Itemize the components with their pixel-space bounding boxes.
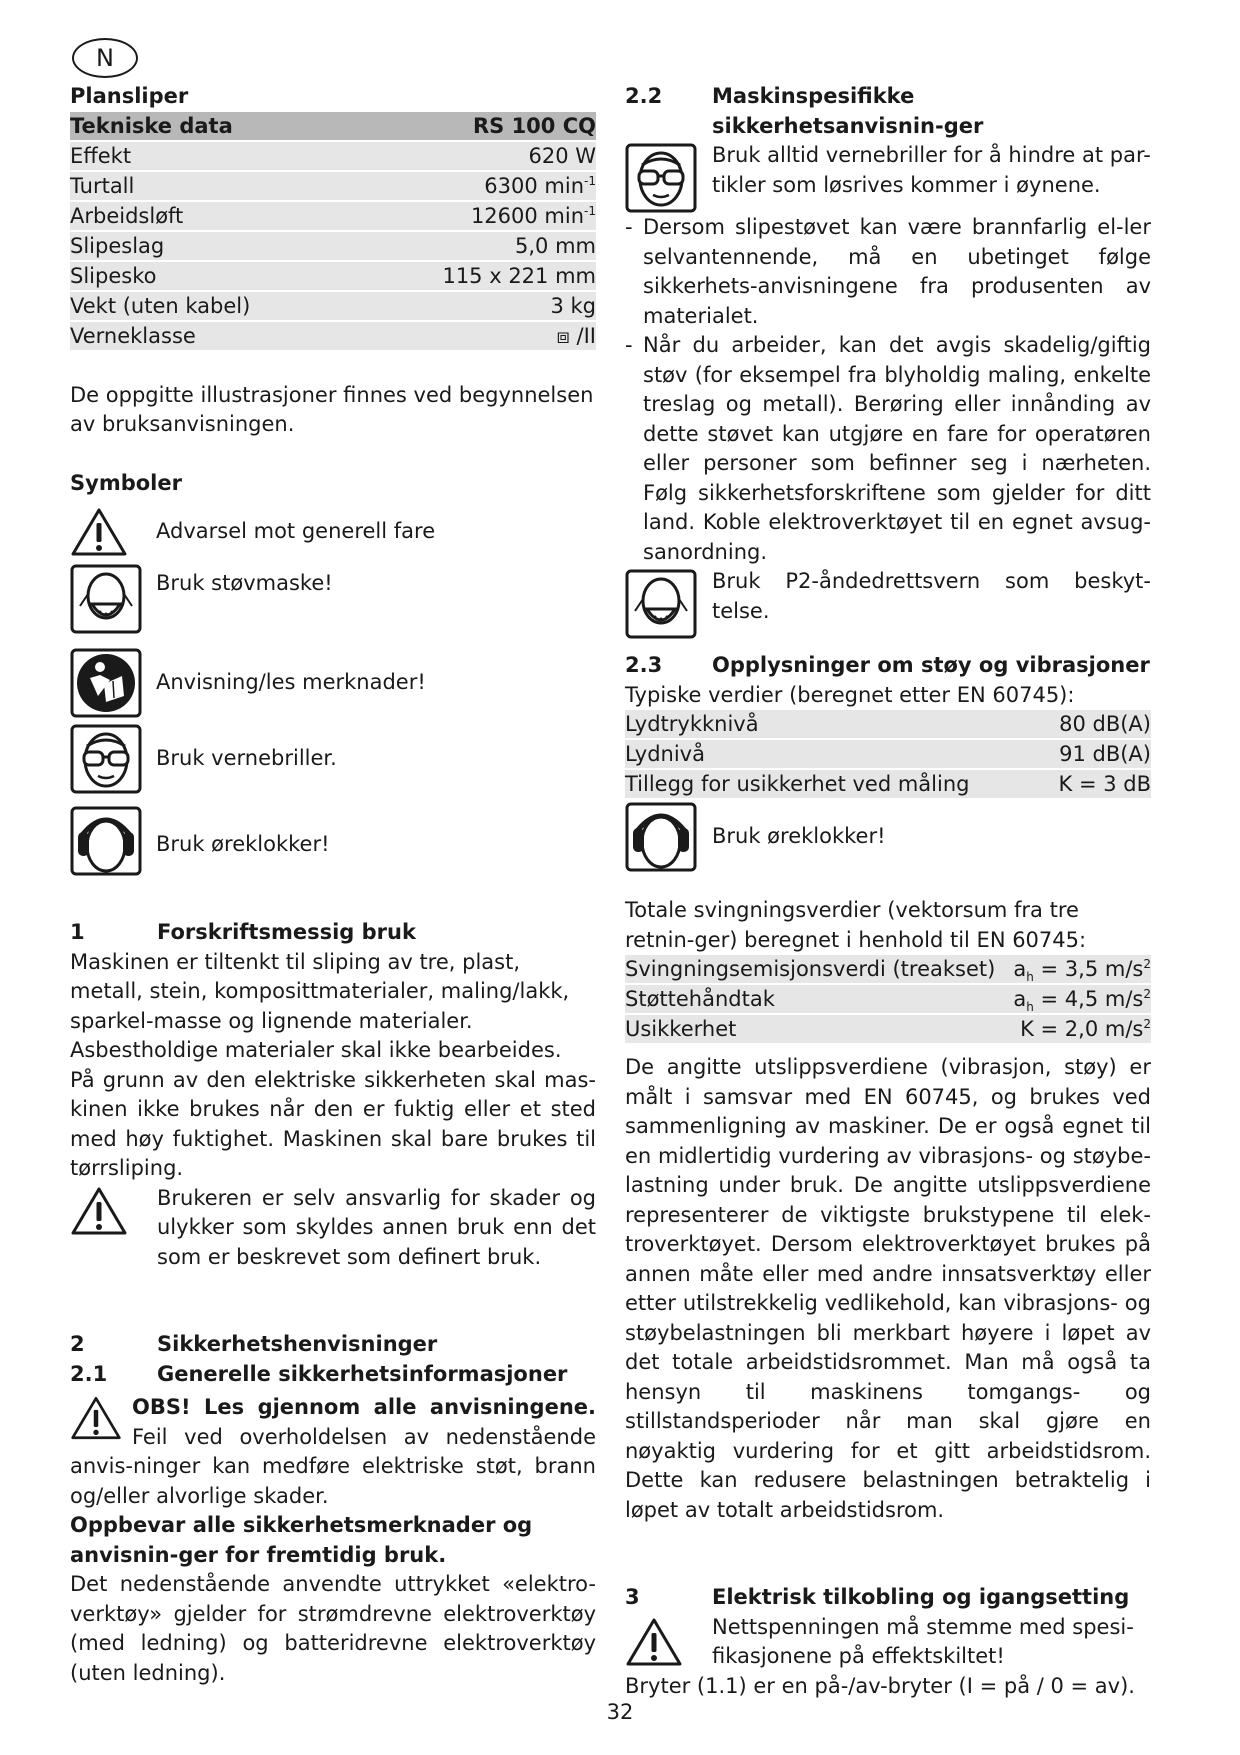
table-row: Slipesko 115 x 221 mm bbox=[70, 262, 596, 292]
table-row: Verneklasse ⧈ /II bbox=[70, 322, 596, 352]
ear-protection-icon bbox=[625, 802, 712, 872]
usage-paragraph-2: Asbestholdige materialer skal ikke bearbeides. bbox=[70, 1038, 562, 1062]
tech-data-header: Tekniske data RS 100 CQ bbox=[70, 112, 596, 142]
noise-table bbox=[625, 710, 1151, 800]
section-heading-2-3: 2.3 Opplysninger om støy og vibrasjoner bbox=[625, 653, 1150, 677]
safety-goggles-icon bbox=[625, 143, 712, 213]
ear-protection-icon bbox=[70, 806, 142, 876]
dust-mask-icon bbox=[625, 569, 712, 639]
right-column bbox=[625, 82, 1151, 1701]
vibration-table bbox=[625, 955, 1151, 1045]
warning-triangle-icon bbox=[70, 507, 128, 557]
product-title: Plansliper bbox=[70, 84, 189, 108]
table-row: Slipeslag 5,0 mm bbox=[70, 232, 596, 262]
symbol-row: Bruk øreklokker! bbox=[70, 806, 596, 876]
liability-warning: Brukeren er selv ansvarlig for skader og ulykker som skyldes annen bruk enn det som er beskrevet som definert bruk. bbox=[70, 1184, 596, 1273]
table-row: Svingningsemisjonsverdi (treakset) $a_h = 3,5$ $m/s^2$ bbox=[625, 957, 1151, 985]
table-row: Arbeidsløft 12600 $\min^{-1}$ bbox=[70, 202, 596, 232]
symbol-row: Advarsel mot generell fare bbox=[70, 506, 596, 558]
usage-paragraph-1: Maskinen er tiltenkt til sliping av tre, plast, metall, stein, komposittmaterialer, maling/lakk, sparkel-masse og lignende materialer. bbox=[70, 949, 570, 1033]
safety-goggles-icon bbox=[70, 724, 142, 794]
symbol-row: Bruk vernebriller. bbox=[70, 724, 596, 794]
symbol-row: Anvisning/les merknader! bbox=[70, 648, 596, 718]
language-badge: N bbox=[72, 38, 138, 78]
goggles-instruction: Bruk alltid vernebriller for å hindre at par-tikler som løsrives kommer i øynene. bbox=[625, 141, 1151, 213]
section-heading-1: 1 Forskriftsmessig bruk bbox=[70, 920, 416, 944]
table-row: Turtall 6300 $\min^{-1}$ bbox=[70, 172, 596, 202]
power-tool-term-note: Det nedenstående anvendte uttrykket «elektro-verktøy» gjelder for strømdrevne elektroverktøy (med ledning) og batteridrevne elektroverktøy (uten ledning). bbox=[70, 1572, 596, 1685]
voltage-warning: Nettspenningen må stemme med spesi-fikasjonene på effektskiltet! bbox=[625, 1613, 1151, 1672]
table-row: Tillegg for usikkerhet ved måling K = 3 dB bbox=[625, 770, 1151, 800]
warning-triangle-icon bbox=[70, 1395, 132, 1447]
dust-mask-icon bbox=[70, 564, 142, 634]
warning-triangle-icon bbox=[625, 1617, 712, 1667]
noise-intro: Typiske verdier (beregnet etter EN 60745): bbox=[625, 682, 1075, 707]
usage-paragraph-3: På grunn av den elektriske sikkerheten skal mas-kinen ikke brukes når den er fuktig eller et sted med høy fuktighet. Maskinen skal bare brukes til tørrsliping. bbox=[70, 1067, 596, 1180]
illustration-note: De oppgitte illustrasjoner finnes ved begynnelsen av bruksanvisningen. bbox=[70, 382, 594, 436]
list-item: - Når du arbeider, kan det avgis skadelig/giftig støv (for eksempel fra blyholdig maling, enkelte treslag og metall). Berøring eller innånding av dette støvet kan utgjøre en fare for operatøren eller personer som befinner seg i nærheten. Følg sikkerhetsforskriftene som gjelder for ditt land. Koble elektroverktøyet til en egnet avsug-sanordning. bbox=[625, 333, 1151, 564]
section-heading-3: 3 Elektrisk tilkobling og igangsetting bbox=[625, 1585, 1130, 1609]
page-number: 32 bbox=[606, 1700, 634, 1724]
vibration-intro: Totale svingningsverdier (vektorsum fra tre retnin-ger) beregnet i henhold til EN 60745: bbox=[625, 898, 1087, 952]
section-heading-2-1: 2.1 Generelle sikkerhetsinformasjoner bbox=[70, 1361, 568, 1386]
section-heading-2-2: 2.2 Maskinspesifikke sikkerhetsanvisnin-ger bbox=[625, 84, 984, 138]
switch-note: Bryter (1.1) er en på-/av-bryter (I = på / 0 = av). bbox=[625, 1673, 1135, 1698]
ear-protection-instruction: Bruk øreklokker! bbox=[625, 802, 1151, 872]
respirator-instruction: Bruk P2-åndedrettsvern som beskyt-telse. bbox=[625, 567, 1151, 639]
table-row: Usikkerhet K = 2,0 $m/s^2$ bbox=[625, 1015, 1151, 1045]
list-item: - Dersom slipestøvet kan være brannfarlig el-ler selvantennende, må en ubetinget følge sikkerhets-anvisningene fra produsenten av materialet. bbox=[625, 215, 1151, 328]
warning-triangle-icon bbox=[70, 1186, 157, 1236]
emission-paragraph: De angitte utslippsverdiene (vibrasjon, støy) er målt i samsvar med EN 60745, og brukes ved sammenligning av maskiner. De er også egnet til en midlertidig vurdering av vibrasjons- og støybe-lastning under bruk. De angitte utslippsverdiene representerer de viktigste brukstypene til elek-troverktøyet. Dersom elektroverktøyet brukes på annen måte eller med andre innsatsverktøy eller etter utilstrekkelig vedlikehold, kan vibrasjons- og støybelastningen bli merkbart høyere i løpet av det totale arbeidstidsrommet. Man må også ta hensyn til maskinens tomgangs- og stillstandsperioder når man skal gjøre en nøyaktig vurdering for et gitt arbeidstidsrom. Dette kan redusere belastningen betraktelig i løpet av totalt arbeidstidsrom. bbox=[625, 1055, 1151, 1522]
symbols-heading: Symboler bbox=[70, 470, 182, 495]
read-manual-icon bbox=[70, 648, 142, 718]
table-row: Effekt 620 W bbox=[70, 142, 596, 172]
table-row: Lydtrykknivå 80 dB(A) bbox=[625, 710, 1151, 740]
table-row: Vekt (uten kabel) 3 kg bbox=[70, 292, 596, 322]
left-column bbox=[70, 82, 596, 1688]
section-heading-2: 2 Sikkerhetshenvisninger bbox=[70, 1332, 438, 1356]
read-instructions-warning: OBS! Les gjennom alle anvisningene. Feil ved overholdelsen av nedenstående anvis-ninger kan medføre elektriske støt, brann og/eller alvorlige skader. bbox=[70, 1395, 596, 1508]
table-row: Lydnivå 91 dB(A) bbox=[625, 740, 1151, 770]
keep-instructions-note: Oppbevar alle sikkerhetsmerknader og anvisnin-ger for fremtidig bruk. bbox=[70, 1513, 533, 1567]
symbol-row: Bruk støvmaske! bbox=[70, 564, 596, 634]
tech-data-table bbox=[70, 112, 596, 352]
table-row: Støttehåndtak $a_h = 4,5$ $m/s^2$ bbox=[625, 987, 1151, 1015]
